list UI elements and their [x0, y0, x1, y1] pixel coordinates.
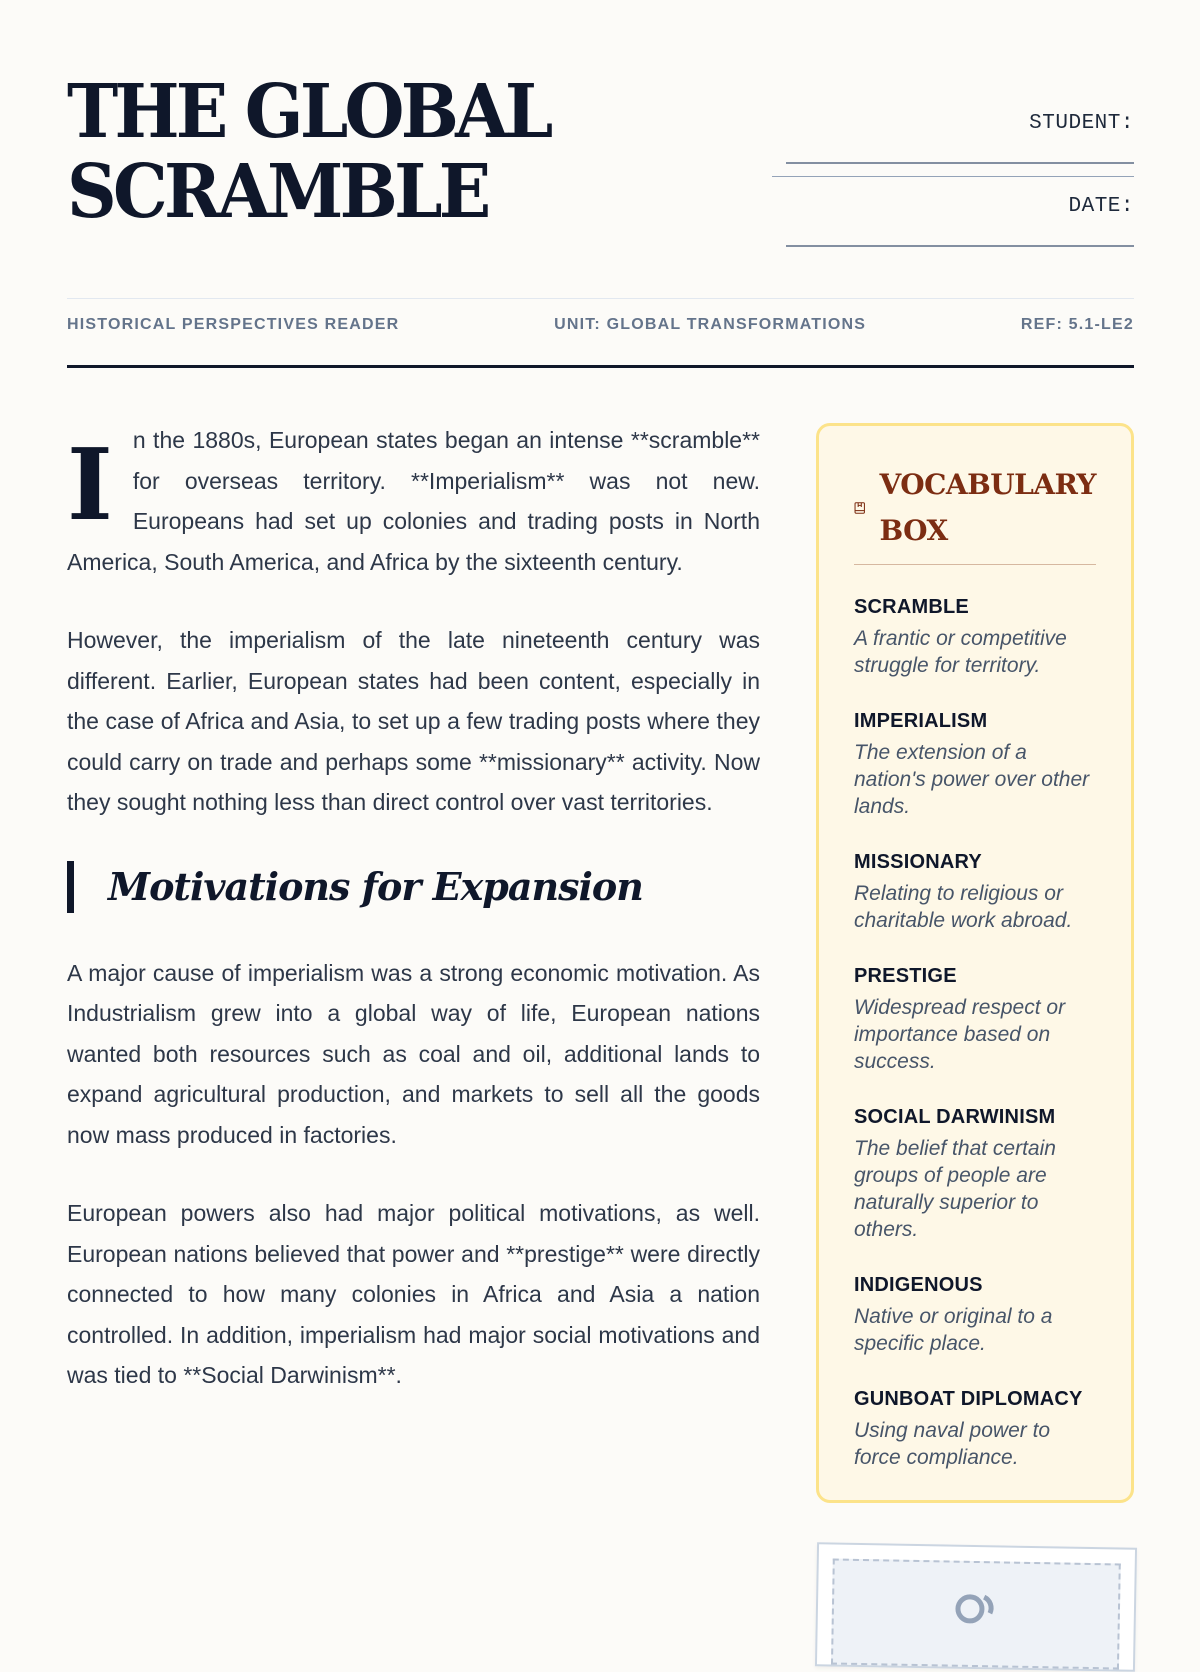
date-label: DATE:	[1068, 195, 1134, 218]
term-list	[854, 595, 1096, 1471]
vocab-term	[854, 1273, 1096, 1357]
paragraph-4: European powers also had major political motivations, as well. European nations believed that power and **prestige** were directly connected to how many colonies in Africa and Asia a nation controlled. In addition, imperialism had major social motivations and was tied to **Social Darwinism**.	[67, 1200, 760, 1388]
header-divider	[67, 298, 1134, 299]
term-word: GUNBOAT DIPLOMACY	[854, 1388, 1083, 1410]
term-word: SCRAMBLE	[854, 596, 969, 618]
reading-column	[67, 420, 760, 1434]
paragraph-text: n the 1880s, European states began an intense **scramble** for overseas territory. **Imperialism** was not new. Europeans had set up colonies and trading posts in North America, South America, and Africa by the sixteenth century.	[67, 427, 760, 575]
vocab-term	[854, 1105, 1096, 1243]
image-placeholder-icon	[952, 1587, 1001, 1628]
vocab-term	[854, 595, 1096, 679]
date-field[interactable]	[786, 244, 1134, 247]
paragraph-intro	[67, 420, 760, 582]
vocab-term	[854, 964, 1096, 1075]
term-word: MISSIONARY	[854, 851, 982, 873]
student-info-fields	[772, 112, 1134, 247]
term-definition: Widespread respect or importance based on success.	[854, 996, 1066, 1073]
reference-code: REF: 5.1-LE2	[1020, 316, 1134, 333]
meta-row	[67, 316, 1134, 334]
photo-card	[815, 1542, 1137, 1672]
field-divider	[772, 176, 1134, 177]
title-line-2: SCRAMBLE	[67, 149, 488, 235]
vocab-term	[854, 850, 1096, 934]
unit-name: UNIT: GLOBAL TRANSFORMATIONS	[554, 316, 867, 333]
term-definition: A frantic or competitive struggle for territory.	[854, 627, 1067, 677]
term-definition: Native or original to a specific place.	[854, 1305, 1053, 1355]
book-icon	[854, 496, 865, 520]
worksheet-page	[67, 0, 1134, 1600]
student-label: STUDENT:	[1029, 112, 1134, 135]
section-heading: Motivations for Expansion	[67, 861, 760, 913]
term-word: SOCIAL DARWINISM	[854, 1106, 1056, 1128]
drop-cap: I	[67, 428, 113, 543]
term-word: IMPERIALISM	[854, 710, 988, 732]
paragraph-3: A major cause of imperialism was a strong economic motivation. As Industrialism grew into a global way of life, European nations wanted both resources such as coal and oil, additional lands to expand agricultural production, and markets to sell all the goods now mass produced in factories.	[67, 959, 760, 1148]
term-definition: Relating to religious or charitable work abroad.	[854, 882, 1073, 932]
term-definition: The extension of a nation's power over other lands.	[854, 741, 1090, 818]
vocabulary-header	[854, 462, 1096, 565]
vocab-term	[854, 709, 1096, 820]
title-line-1: THE GLOBAL	[67, 69, 550, 155]
paragraph-2: However, the imperialism of the late nineteenth century was different. Earlier, European states had been content, especially in the case of Africa and Asia, to set up a few trading posts where they could carry on trade and perhaps some **missionary** activity. Now they sought nothing less than direct control over vast territories.	[67, 627, 760, 815]
vocab-term	[854, 1387, 1096, 1471]
reader-name: HISTORICAL PERSPECTIVES READER	[67, 316, 400, 333]
page-title	[67, 69, 550, 235]
student-name-field[interactable]	[786, 161, 1134, 164]
term-word: INDIGENOUS	[854, 1274, 983, 1296]
vocabulary-box	[816, 423, 1134, 1503]
image-placeholder	[831, 1558, 1121, 1669]
header-rule	[67, 365, 1134, 368]
term-word: PRESTIGE	[854, 965, 957, 987]
term-definition: Using naval power to force compliance.	[854, 1419, 1051, 1469]
term-definition: The belief that certain groups of people are naturally superior to others.	[854, 1137, 1056, 1241]
vocabulary-title: VOCABULARY BOX	[879, 468, 1096, 547]
